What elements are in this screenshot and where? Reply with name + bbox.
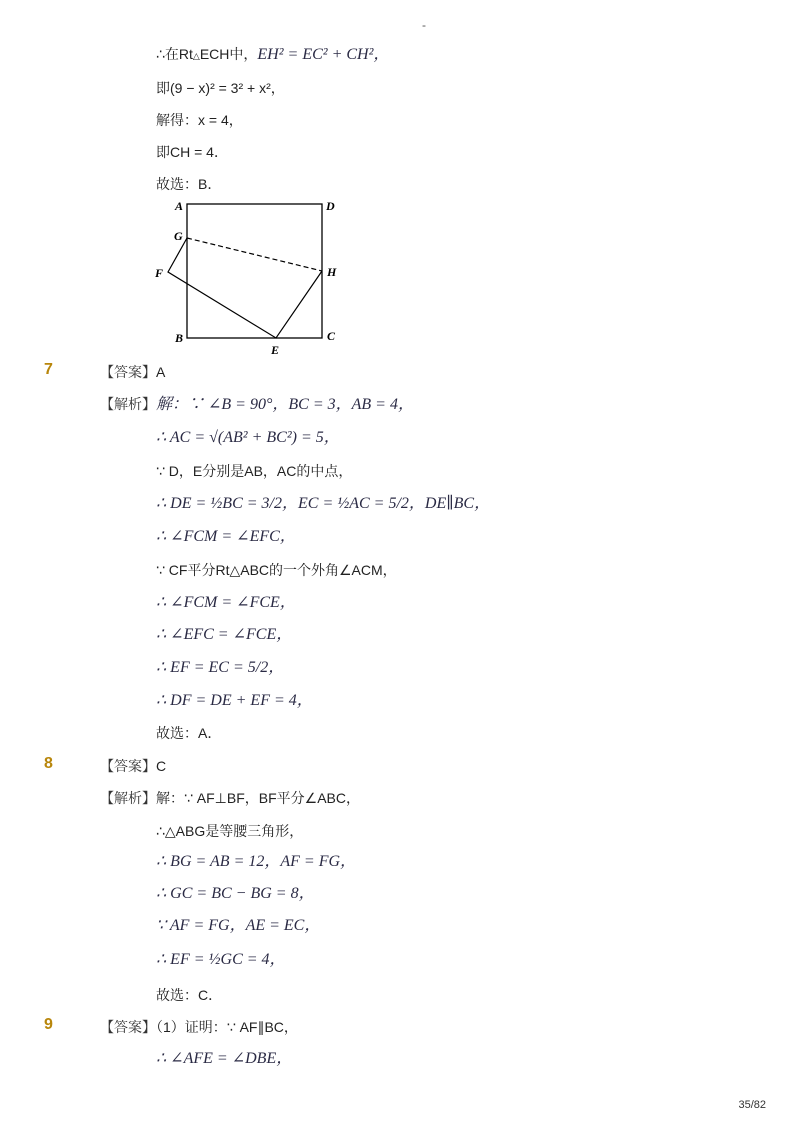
q8-number: 8 <box>44 755 53 772</box>
label-d: D <box>326 199 335 213</box>
prev-line-2: 即(9 − x)² = 3² + x²， <box>156 80 285 96</box>
top-mark: - <box>422 18 426 32</box>
q8-line-6: ∴ EF = ½GC = 4， <box>156 951 286 968</box>
q7-line-2: ∴ AC = √(AB² + BC²) = 5， <box>156 429 340 446</box>
q9-line-2: ∴ ∠AFE = ∠DBE， <box>156 1050 293 1067</box>
label-b: B <box>175 331 184 345</box>
label-f: F <box>155 266 164 280</box>
label-e: E <box>271 343 280 357</box>
geometry-figure <box>150 194 350 360</box>
q8-answer: 【答案】C <box>100 758 167 774</box>
page-number: 35/82 <box>738 1099 766 1111</box>
label-a: A <box>175 199 184 213</box>
q7-number: 7 <box>44 361 53 378</box>
label-c: C <box>327 329 336 343</box>
q7-analysis-line-1: 【解析】解：∵ ∠B = 90°，BC = 3，AB = 4， <box>100 396 414 413</box>
q7-line-4: ∴ DE = ½BC = 3/2，EC = ½AC = 5/2，DE∥BC， <box>156 495 491 512</box>
q7-line-7: ∴ ∠FCM = ∠FCE， <box>156 594 296 611</box>
dashed-gh <box>187 238 322 271</box>
label-g: G <box>174 229 183 243</box>
q8-analysis-line-1: 【解析】解：∵ AF⊥BF，BF平分∠ABC， <box>100 790 360 806</box>
q7-line-5: ∴ ∠FCM = ∠EFC， <box>156 528 296 545</box>
q8-line-5: ∵ AF = FG，AE = EC， <box>156 917 321 934</box>
q7-line-3: ∵ D，E分别是AB，AC的中点， <box>156 463 353 479</box>
q7-line-10: ∴ DF = DE + EF = 4， <box>156 692 313 709</box>
q7-line-11: 故选：A． <box>156 725 222 741</box>
q7-line-8: ∴ ∠EFC = ∠FCE， <box>156 626 293 643</box>
prev-line-3: 解得：x = 4， <box>156 112 243 128</box>
q8-line-2: ∴△ABG是等腰三角形， <box>156 823 304 839</box>
q7-answer: 【答案】A <box>100 364 166 380</box>
q7-line-6: ∵ CF平分Rt△ABC的一个外角∠ACM， <box>156 562 397 578</box>
prev-line-4: 即CH = 4． <box>156 144 228 160</box>
square-abcd <box>187 204 322 338</box>
q8-line-4: ∴ GC = BC − BG = 8， <box>156 885 315 902</box>
q8-line-7: 故选：C． <box>156 987 223 1003</box>
q8-line-3: ∴ BG = AB = 12，AF = FG， <box>156 853 357 870</box>
q9-answer-line-1: 【答案】（1）证明：∵ AF∥BC， <box>100 1019 298 1035</box>
q9-number: 9 <box>44 1016 53 1033</box>
fold-path <box>168 238 322 338</box>
prev-line-1: ∴在Rt△ECH中，EH² = EC² + CH²， <box>156 46 390 63</box>
q7-line-9: ∴ EF = EC = 5/2， <box>156 659 285 676</box>
prev-line-5: 故选：B． <box>156 176 222 192</box>
label-h: H <box>327 265 337 279</box>
